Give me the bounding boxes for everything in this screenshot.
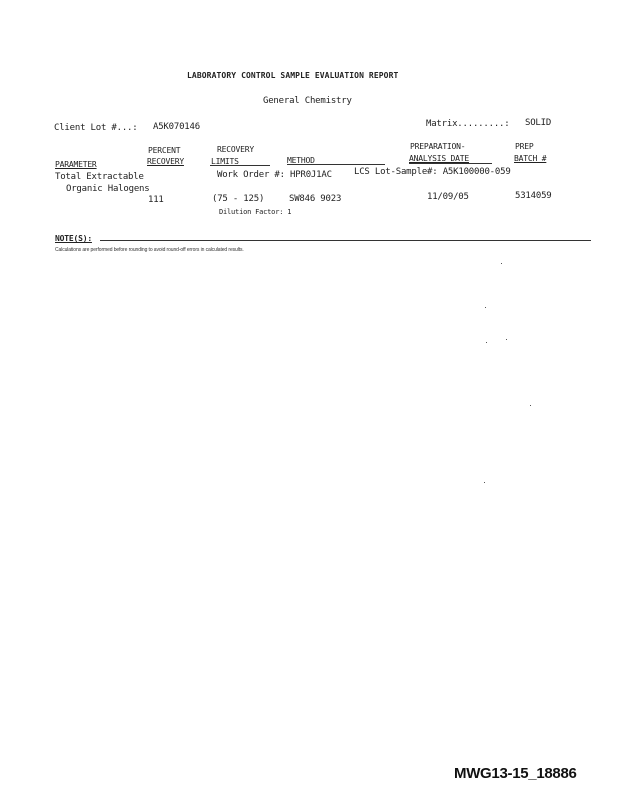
header-prep: PREP (515, 142, 534, 151)
header-limits: LIMITS (211, 157, 239, 166)
scan-speck (486, 342, 487, 343)
date-underline (409, 163, 492, 164)
header-method: METHOD (287, 156, 315, 165)
scan-speck (484, 482, 485, 483)
document-id: MWG13-15_18886 (454, 765, 577, 782)
scan-speck (506, 339, 507, 340)
client-lot-value: A5K070146 (153, 122, 200, 132)
percent-recovery-value: 111 (148, 195, 164, 205)
analysis-date-value: 11/09/05 (427, 192, 469, 202)
notes-text: Calculations are performed before rounding to avoid round-off errors in calculated results. (55, 247, 244, 253)
matrix-label: Matrix.........: (426, 119, 510, 129)
header-percent: PERCENT (148, 146, 181, 155)
prep-batch-value: 5314059 (515, 191, 552, 201)
scan-speck (501, 263, 502, 264)
dilution-factor: Dilution Factor: 1 (219, 208, 292, 216)
header-batch: BATCH # (514, 154, 547, 163)
client-lot-label: Client Lot #...: (54, 123, 138, 133)
notes-rule (100, 240, 591, 241)
scan-speck (485, 307, 486, 308)
report-subtitle: General Chemistry (263, 96, 352, 106)
recovery-limits-value: (75 - 125) (212, 194, 265, 204)
parameter-line-1: Total Extractable (55, 172, 144, 182)
header-preparation: PREPARATION- (410, 142, 466, 151)
matrix-value: SOLID (525, 118, 552, 128)
notes-label: NOTE(S): (55, 234, 92, 243)
scan-speck (530, 405, 531, 406)
header-parameter: PARAMETER (55, 160, 97, 169)
header-analysis-date: ANALYSIS DATE (409, 154, 470, 163)
limits-underline (210, 165, 270, 166)
method-underline (287, 164, 385, 165)
header-recovery-top: RECOVERY (217, 145, 254, 154)
work-order: Work Order #: HPR0J1AC (217, 170, 332, 180)
report-title: LABORATORY CONTROL SAMPLE EVALUATION REPORT (187, 71, 399, 80)
parameter-line-2: Organic Halogens (66, 184, 150, 194)
header-recovery: RECOVERY (147, 157, 184, 166)
lcs-lot-sample: LCS Lot-Sample#: A5K100000-059 (354, 167, 511, 177)
method-value: SW846 9023 (289, 194, 342, 204)
